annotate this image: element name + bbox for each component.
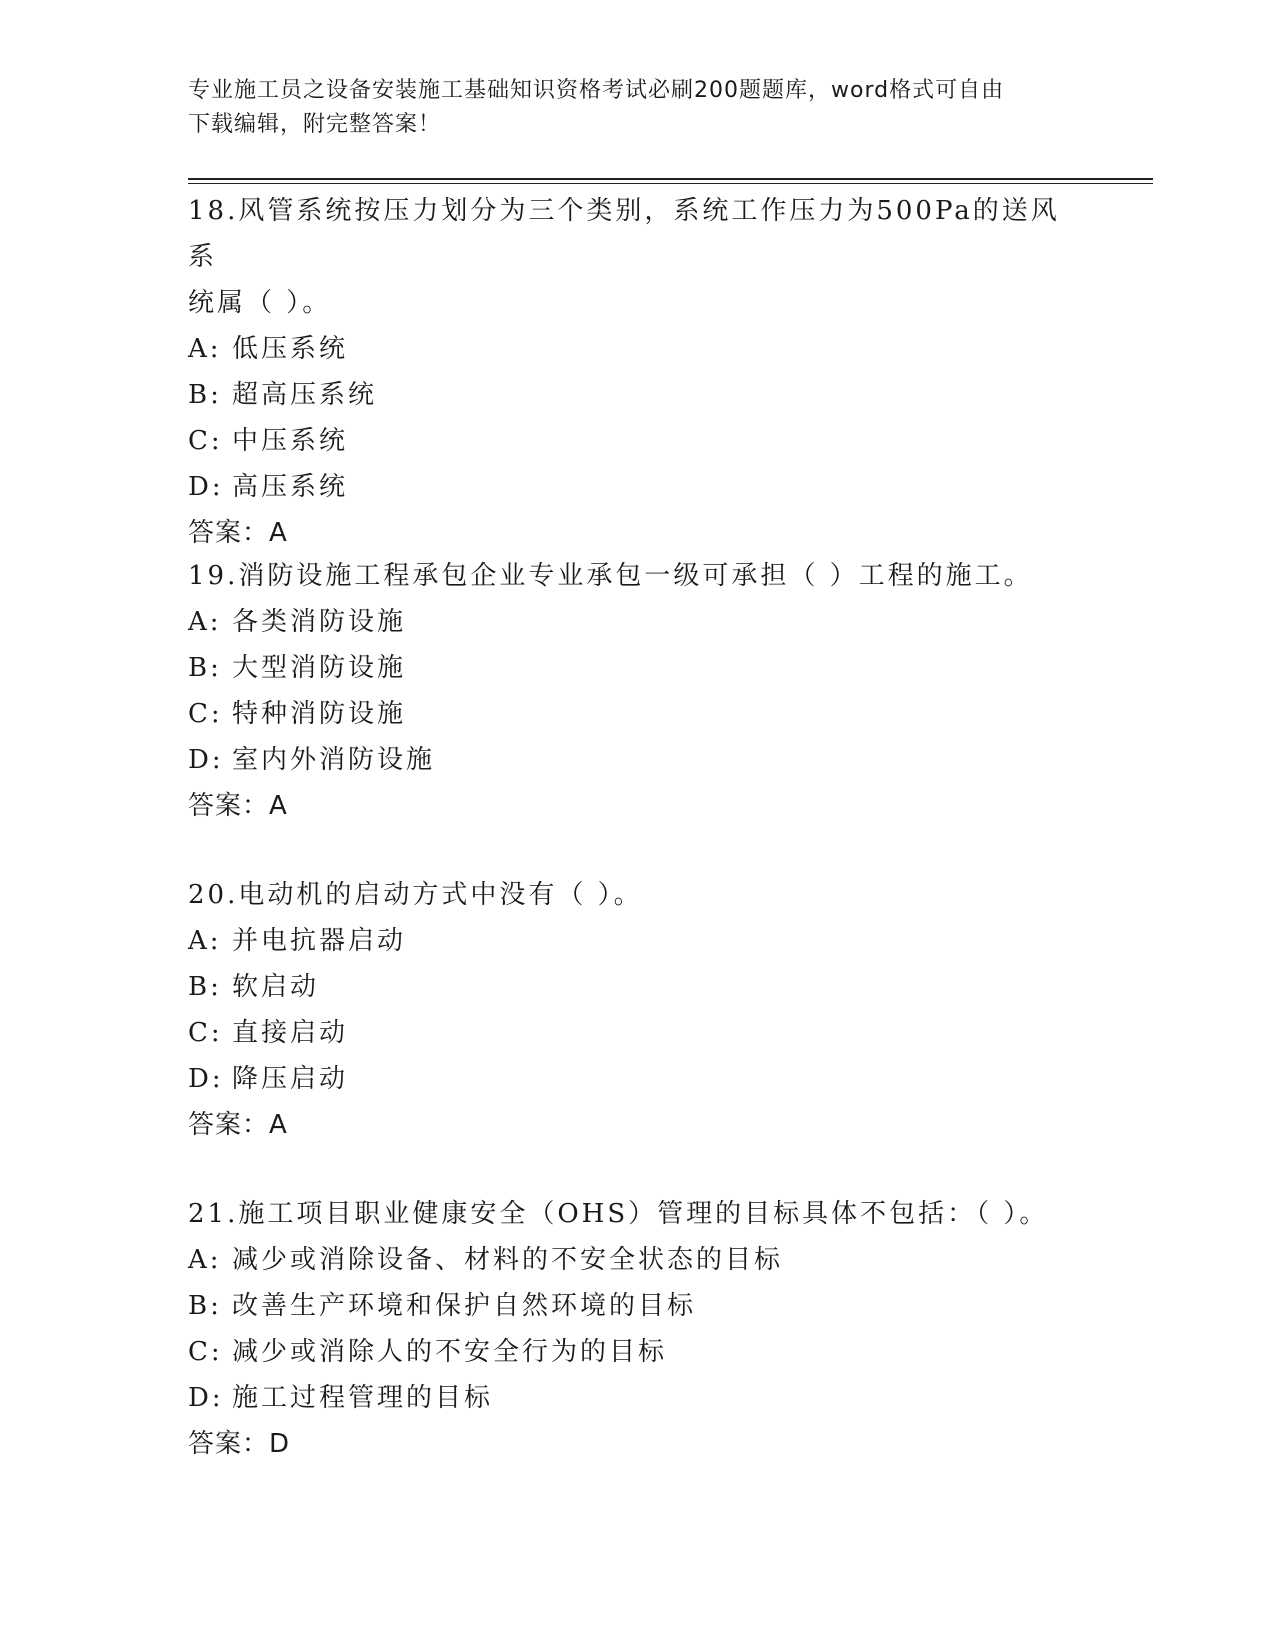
option-letter: D:: [188, 1064, 224, 1094]
option-letter: C:: [188, 1337, 223, 1367]
question-stem: [188, 553, 1088, 599]
option-letter: B:: [188, 1291, 222, 1321]
option-letter: A:: [188, 1245, 222, 1275]
option-text: 低压系统: [232, 334, 349, 364]
option-letter: A:: [188, 926, 222, 956]
option-b: [188, 1283, 1088, 1329]
option-letter: C:: [188, 1018, 223, 1048]
option-text: 软启动: [232, 972, 320, 1002]
option-text: 超高压系统: [232, 380, 378, 410]
option-c: [188, 418, 1088, 464]
option-a: [188, 326, 1088, 372]
option-letter: C:: [188, 426, 223, 456]
question-stem-line-1: 20.电动机的启动方式中没有（ ）。: [188, 880, 643, 910]
question-stem: [188, 872, 1088, 918]
header-line-1: 专业施工员之设备安装施工基础知识资格考试必刷200题题库，word格式可自由: [188, 78, 1005, 103]
option-letter: D:: [188, 745, 224, 775]
question-20: [188, 872, 1088, 1148]
option-text: 施工过程管理的目标: [232, 1383, 494, 1413]
option-letter: B:: [188, 653, 222, 683]
question-stem: [188, 1191, 1088, 1237]
answer-line: 答案：D: [188, 1429, 291, 1459]
header-divider-thin: [188, 183, 1153, 184]
option-text: 改善生产环境和保护自然环境的目标: [232, 1291, 697, 1321]
option-d: [188, 1056, 1088, 1102]
option-text: 特种消防设施: [232, 699, 407, 729]
option-letter: A:: [188, 607, 222, 637]
option-text: 中压系统: [232, 426, 349, 456]
option-b: [188, 645, 1088, 691]
question-stem-line-1: 21.施工项目职业健康安全（OHS）管理的目标具体不包括：（ ）。: [188, 1199, 1049, 1229]
option-text: 减少或消除设备、材料的不安全状态的目标: [232, 1245, 784, 1275]
option-d: [188, 464, 1088, 510]
option-letter: B:: [188, 972, 222, 1002]
question-stem-line-1: 19.消防设施工程承包企业专业承包一级可承担（ ）工程的施工。: [188, 561, 1033, 591]
answer-line: 答案：A: [188, 1110, 288, 1140]
option-b: [188, 964, 1088, 1010]
question-stem-line-2: 统属（ ）。: [188, 288, 332, 318]
document-header: [188, 74, 1088, 142]
option-d: [188, 737, 1088, 783]
option-letter: D:: [188, 1383, 224, 1413]
option-letter: C:: [188, 699, 223, 729]
option-c: [188, 1329, 1088, 1375]
option-text: 减少或消除人的不安全行为的目标: [232, 1337, 668, 1367]
question-stem: [188, 188, 1088, 326]
option-text: 大型消防设施: [232, 653, 407, 683]
question-21: [188, 1191, 1088, 1467]
option-text: 降压启动: [232, 1064, 349, 1094]
option-a: [188, 1237, 1088, 1283]
question-18: [188, 188, 1088, 556]
option-b: [188, 372, 1088, 418]
option-letter: B:: [188, 380, 222, 410]
option-text: 各类消防设施: [232, 607, 407, 637]
option-text: 室内外消防设施: [232, 745, 436, 775]
answer-line: 答案：A: [188, 791, 288, 821]
option-a: [188, 599, 1088, 645]
option-d: [188, 1375, 1088, 1421]
option-text: 并电抗器启动: [232, 926, 407, 956]
answer-line: 答案：A: [188, 518, 288, 548]
option-text: 直接启动: [232, 1018, 349, 1048]
question-stem-line-1: 18.风管系统按压力划分为三个类别，系统工作压力为500Pa的送风系: [188, 196, 1060, 272]
question-19: [188, 553, 1088, 829]
option-text: 高压系统: [232, 472, 349, 502]
option-letter: A:: [188, 334, 222, 364]
option-c: [188, 1010, 1088, 1056]
header-divider-thick: [188, 178, 1153, 180]
header-line-2: 下载编辑，附完整答案！: [188, 112, 442, 137]
option-letter: D:: [188, 472, 224, 502]
option-a: [188, 918, 1088, 964]
option-c: [188, 691, 1088, 737]
